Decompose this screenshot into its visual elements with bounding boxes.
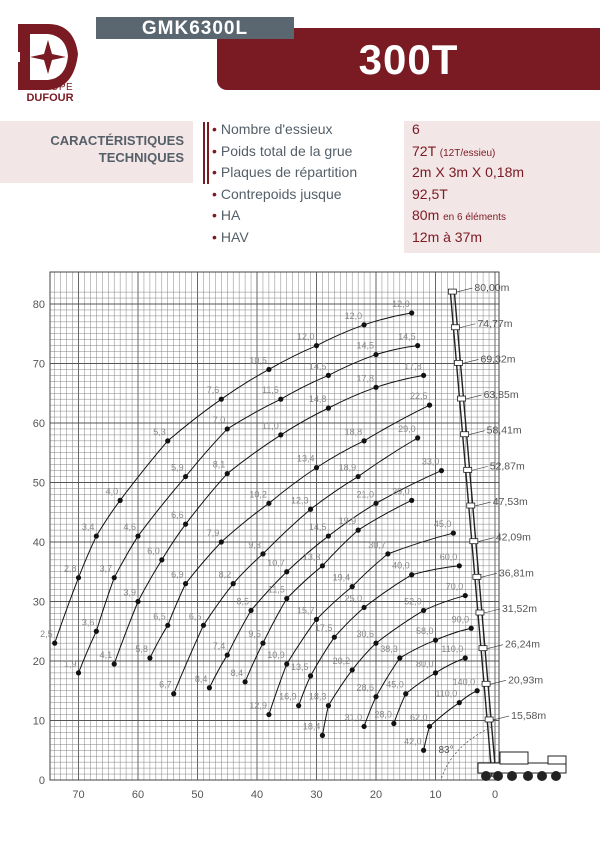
load-point bbox=[183, 522, 188, 527]
boom-label-leader bbox=[493, 716, 509, 720]
load-value-label: 22,5 bbox=[410, 391, 428, 402]
load-value-label: 6,6 bbox=[171, 510, 184, 521]
load-point bbox=[332, 635, 337, 640]
load-chart bbox=[0, 262, 600, 848]
load-value-label: 45,0 bbox=[386, 679, 404, 690]
load-value-label: 6,7 bbox=[159, 679, 172, 690]
load-point bbox=[457, 700, 462, 705]
model-name: GMK6300L bbox=[96, 17, 294, 39]
load-point bbox=[356, 474, 361, 479]
x-tick-label: 20 bbox=[369, 789, 383, 801]
load-value-label: 31,0 bbox=[344, 712, 363, 723]
load-value-label: 29,0 bbox=[398, 423, 416, 434]
load-point bbox=[362, 438, 367, 443]
load-point bbox=[135, 533, 140, 538]
load-value-label: 6,9 bbox=[171, 569, 184, 580]
load-point bbox=[326, 373, 331, 378]
boom-length-label: 80,00m bbox=[474, 282, 510, 295]
load-value-label: 3,9 bbox=[123, 587, 136, 598]
load-value-label: 14,5 bbox=[398, 331, 416, 342]
load-point bbox=[439, 468, 444, 473]
load-point bbox=[350, 667, 355, 672]
load-value-label: 42,0 bbox=[404, 736, 422, 747]
boom-section-marker bbox=[451, 325, 459, 330]
load-point bbox=[284, 661, 289, 666]
load-point bbox=[451, 530, 456, 535]
load-value-label: 11,5 bbox=[267, 584, 285, 595]
load-point bbox=[433, 638, 438, 643]
x-tick-label: 70 bbox=[72, 789, 85, 801]
spec-label: Poids total de la grue bbox=[220, 143, 353, 159]
boom-length-label: 52,87m bbox=[489, 460, 525, 473]
load-value-label: 13,5 bbox=[291, 661, 309, 672]
load-value-label: 12,9 bbox=[249, 700, 267, 711]
load-value-label: 58,0 bbox=[415, 626, 434, 637]
spec-value: 92,5T bbox=[412, 186, 448, 202]
load-value-label: 17,5 bbox=[314, 623, 333, 634]
load-value-label: 4,0 bbox=[105, 486, 119, 497]
boom-label-leader bbox=[478, 538, 494, 542]
load-value-label: 16,9 bbox=[279, 691, 297, 702]
load-point bbox=[326, 703, 331, 708]
load-value-label: 18,9 bbox=[338, 462, 357, 473]
load-value-label: 13,4 bbox=[296, 453, 315, 464]
load-point bbox=[373, 385, 378, 390]
boom-length-label: 31,52m bbox=[501, 603, 537, 616]
load-point bbox=[457, 563, 462, 568]
load-point bbox=[147, 655, 152, 660]
load-point bbox=[165, 623, 170, 628]
load-point bbox=[76, 575, 81, 580]
load-value-label: 33,0 bbox=[421, 456, 440, 467]
load-value-label: 15,7 bbox=[296, 605, 315, 616]
load-point bbox=[373, 501, 378, 506]
load-point bbox=[201, 623, 206, 628]
load-point bbox=[320, 563, 325, 568]
load-value-label: 12,0 bbox=[344, 310, 363, 321]
spec-value-plaques bbox=[412, 164, 524, 185]
load-point bbox=[284, 596, 289, 601]
load-value-label: 7,6 bbox=[206, 385, 220, 396]
load-point bbox=[219, 397, 224, 402]
specs-divider bbox=[203, 122, 205, 184]
load-point bbox=[314, 343, 319, 348]
load-point bbox=[260, 551, 265, 556]
load-point bbox=[266, 501, 271, 506]
load-value-label: 2,8 bbox=[63, 563, 77, 574]
logo-text-dufour: DUFOUR bbox=[26, 92, 74, 104]
load-value-label: 30,6 bbox=[356, 629, 374, 640]
load-value-label: 20,2 bbox=[332, 655, 351, 666]
specs-title bbox=[24, 132, 184, 166]
y-tick-label: 60 bbox=[32, 418, 45, 430]
load-value-label: 11,5 bbox=[261, 385, 279, 396]
load-point bbox=[278, 432, 283, 437]
boom-section-marker bbox=[461, 432, 469, 437]
load-value-label: 28,0 bbox=[374, 709, 392, 720]
load-value-label: 4,6 bbox=[123, 522, 136, 533]
specs-divider-2 bbox=[207, 122, 209, 184]
load-point bbox=[397, 655, 402, 660]
boom-label-leader bbox=[484, 609, 500, 613]
boom-section-marker bbox=[485, 717, 493, 722]
load-value-label: 7,9 bbox=[206, 528, 220, 538]
boom-section-marker bbox=[458, 396, 466, 401]
load-point bbox=[308, 507, 313, 512]
load-point bbox=[403, 691, 408, 696]
load-value-label: 30,7 bbox=[368, 539, 386, 550]
spec-label: HAV bbox=[220, 229, 249, 245]
load-value-label: 11,0 bbox=[261, 420, 279, 431]
load-value-label: 13,3 bbox=[302, 551, 321, 562]
load-value-label: 4,1 bbox=[99, 649, 113, 660]
load-point bbox=[296, 703, 301, 708]
load-value-label: 29,0 bbox=[392, 486, 410, 497]
boom-label-leader bbox=[463, 359, 479, 363]
load-value-label: 18,8 bbox=[344, 426, 363, 437]
load-point bbox=[475, 688, 480, 693]
load-point bbox=[409, 498, 414, 503]
load-point bbox=[326, 533, 331, 538]
load-value-label: 2,5 bbox=[40, 629, 53, 640]
spec-label: Plaques de répartition bbox=[220, 164, 358, 180]
boom-section-marker bbox=[467, 503, 475, 508]
specs-title-line1: CARACTÉRISTIQUES bbox=[50, 133, 184, 148]
load-value-label: 10,7 bbox=[267, 557, 285, 568]
load-point bbox=[421, 748, 426, 753]
load-point bbox=[94, 629, 99, 634]
boom-label-leader bbox=[459, 324, 475, 328]
load-point bbox=[362, 724, 367, 729]
spec-label: HA bbox=[220, 207, 241, 223]
load-point bbox=[463, 655, 468, 660]
load-value-label: 28,6 bbox=[356, 682, 374, 693]
load-value-label: 10,2 bbox=[249, 489, 267, 500]
spec-row-plaques: • Plaques de répartition bbox=[212, 164, 358, 180]
load-point bbox=[112, 575, 117, 580]
boom-label-leader bbox=[466, 395, 482, 399]
load-value-label: 38,3 bbox=[380, 644, 398, 655]
load-point bbox=[415, 343, 420, 348]
load-point bbox=[183, 474, 188, 479]
load-value-label: 7,4 bbox=[212, 641, 226, 652]
load-value-label: 14,5 bbox=[308, 522, 327, 533]
boom-length-label: 69,32m bbox=[480, 353, 516, 366]
boom-length-label: 74,77m bbox=[477, 317, 513, 330]
load-point bbox=[421, 608, 426, 613]
load-value-label: 5,8 bbox=[135, 644, 148, 655]
load-point bbox=[219, 539, 224, 544]
load-value-label: 62,0 bbox=[410, 712, 428, 723]
spec-value-essieux bbox=[412, 121, 420, 142]
load-point bbox=[225, 471, 230, 476]
load-value-label: 3,7 bbox=[99, 563, 113, 574]
load-point bbox=[421, 373, 426, 378]
load-value-label: 14,8 bbox=[308, 394, 327, 405]
load-value-label: 7,0 bbox=[212, 414, 226, 425]
boom-length-label: 42,09m bbox=[495, 531, 531, 544]
load-point bbox=[231, 581, 236, 586]
capacity-title: 300T bbox=[358, 36, 459, 83]
y-tick-label: 30 bbox=[32, 596, 45, 609]
boom-label-leader bbox=[490, 680, 506, 684]
load-value-label: 8,4 bbox=[230, 667, 244, 678]
load-value-label: 10,5 bbox=[249, 355, 267, 366]
boom-length-label: 63,85m bbox=[483, 389, 519, 402]
spec-value: 6 bbox=[412, 121, 420, 137]
load-value-label: 110,0 bbox=[435, 688, 458, 699]
load-point bbox=[225, 426, 230, 431]
x-tick-label: 60 bbox=[131, 789, 145, 801]
load-value-label: 17,8 bbox=[356, 373, 374, 384]
x-tick-label: 40 bbox=[250, 789, 264, 801]
load-point bbox=[118, 498, 123, 503]
load-value-label: 5,9 bbox=[171, 462, 184, 473]
load-value-label: 12,3 bbox=[291, 495, 309, 506]
x-tick-label: 0 bbox=[491, 789, 499, 801]
boom-section-marker bbox=[448, 289, 456, 294]
load-value-label: 6,0 bbox=[147, 545, 160, 556]
boom-length-label: 26,24m bbox=[505, 638, 541, 651]
load-point bbox=[433, 670, 438, 675]
x-tick-label: 50 bbox=[191, 789, 204, 801]
load-value-label: 1,9 bbox=[63, 658, 77, 669]
load-point bbox=[266, 367, 271, 372]
spec-value-ha bbox=[412, 207, 506, 228]
load-value-label: 8,1 bbox=[212, 459, 226, 470]
load-value-label: 8,4 bbox=[194, 673, 208, 684]
spec-row-essieux: • Nombre d'essieux bbox=[212, 121, 333, 137]
load-point bbox=[248, 608, 253, 613]
load-point bbox=[427, 724, 432, 729]
load-value-label: 80,0 bbox=[415, 658, 434, 669]
load-value-label: 3,4 bbox=[81, 522, 95, 533]
spec-note: (12T/essieu) bbox=[439, 148, 496, 159]
load-point bbox=[94, 533, 99, 538]
load-value-label: 40,0 bbox=[392, 560, 410, 571]
load-point bbox=[76, 670, 81, 675]
load-point bbox=[159, 557, 164, 562]
load-point bbox=[356, 528, 361, 533]
load-value-label: 6,5 bbox=[153, 611, 166, 622]
load-value-label: 8,2 bbox=[218, 569, 232, 580]
load-point bbox=[362, 605, 367, 610]
load-point bbox=[266, 712, 271, 717]
load-value-label: 90,0 bbox=[451, 614, 470, 625]
load-value-label: 70,0 bbox=[445, 581, 464, 592]
load-value-label: 60,0 bbox=[439, 551, 458, 562]
boom-section-marker bbox=[464, 467, 472, 472]
load-value-label: 9,5 bbox=[248, 629, 261, 640]
load-value-label: 19,4 bbox=[332, 572, 351, 583]
boom-angle-label: 83° bbox=[438, 745, 454, 757]
load-value-label: 18,3 bbox=[308, 691, 327, 702]
load-point bbox=[171, 691, 176, 696]
load-value-label: 3,6 bbox=[81, 617, 95, 628]
spec-value: 72T bbox=[412, 143, 436, 159]
load-value-label: 140,0 bbox=[452, 676, 476, 687]
y-tick-label: 70 bbox=[32, 358, 45, 371]
load-point bbox=[112, 661, 117, 666]
boom-length-label: 20,93m bbox=[508, 674, 544, 687]
spec-value: 80m bbox=[412, 207, 440, 223]
load-point bbox=[409, 572, 414, 577]
load-point bbox=[409, 310, 414, 315]
load-point bbox=[362, 322, 367, 327]
boom-length-label: 36,81m bbox=[498, 567, 534, 580]
load-point bbox=[350, 584, 355, 589]
spec-row-poids: • Poids total de la grue bbox=[212, 143, 353, 159]
load-point bbox=[385, 551, 390, 556]
load-point bbox=[308, 673, 313, 678]
spec-row-hav: • HAV bbox=[212, 229, 249, 245]
load-value-label: 12,0 bbox=[392, 298, 410, 309]
x-tick-label: 30 bbox=[310, 789, 323, 801]
load-value-label: 6,5 bbox=[188, 611, 202, 622]
logo-text-groupe: GROUPE bbox=[26, 82, 74, 93]
load-point bbox=[391, 721, 396, 726]
load-point bbox=[225, 652, 230, 657]
load-point bbox=[326, 406, 331, 411]
spec-label: Contrepoids jusque bbox=[220, 186, 342, 202]
load-point bbox=[207, 685, 212, 690]
plot-frame bbox=[50, 272, 499, 780]
spec-row-ha: • HA bbox=[212, 207, 241, 223]
load-value-label: 110,0 bbox=[441, 644, 464, 655]
y-tick-label: 40 bbox=[32, 537, 45, 549]
load-point bbox=[260, 641, 265, 646]
load-value-label: 8,5 bbox=[236, 596, 250, 607]
boom-label-leader bbox=[456, 288, 472, 292]
load-point bbox=[373, 694, 378, 699]
load-value-label: 19,9 bbox=[338, 516, 357, 527]
load-value-label: 21,0 bbox=[356, 489, 374, 500]
load-point bbox=[469, 626, 474, 631]
load-point bbox=[463, 593, 468, 598]
load-point bbox=[373, 352, 378, 357]
load-point bbox=[183, 581, 188, 586]
load-point bbox=[135, 599, 140, 604]
boom-label-leader bbox=[472, 466, 488, 470]
load-point bbox=[284, 569, 289, 574]
y-tick-label: 80 bbox=[32, 299, 45, 311]
load-value-label: 17,8 bbox=[404, 361, 422, 372]
load-value-label: 52,0 bbox=[404, 596, 422, 607]
x-tick-label: 10 bbox=[429, 789, 442, 801]
load-value-label: 10,9 bbox=[267, 649, 285, 660]
load-point bbox=[165, 438, 170, 443]
y-tick-label: 20 bbox=[32, 656, 45, 668]
spec-value: 2m X 3m X 0,18m bbox=[412, 164, 525, 180]
load-value-label: 12,0 bbox=[296, 331, 315, 342]
boom-section-marker bbox=[482, 681, 490, 686]
spec-value-contrepoids bbox=[412, 186, 448, 207]
boom-length-label: 15,58m bbox=[511, 709, 547, 722]
load-value-label: 45,0 bbox=[433, 519, 452, 530]
load-point bbox=[52, 641, 57, 646]
load-point bbox=[314, 617, 319, 622]
y-tick-label: 50 bbox=[32, 477, 45, 490]
boom-section-marker bbox=[455, 360, 463, 365]
load-point bbox=[278, 397, 283, 402]
y-tick-label: 10 bbox=[32, 715, 45, 728]
load-value-label: 9,3 bbox=[248, 539, 261, 550]
boom-length-label: 47,53m bbox=[492, 496, 528, 509]
spec-value-hav bbox=[412, 229, 482, 250]
specs-title-line2: TECHNIQUES bbox=[98, 150, 184, 165]
load-point bbox=[320, 733, 325, 738]
load-point bbox=[415, 435, 420, 440]
load-point bbox=[314, 465, 319, 470]
spec-note: en 6 éléments bbox=[443, 212, 506, 223]
load-value-label: 14,5 bbox=[356, 340, 374, 351]
load-point bbox=[427, 403, 432, 408]
spec-label: Nombre d'essieux bbox=[220, 121, 333, 137]
y-tick-label: 0 bbox=[38, 775, 45, 787]
load-point bbox=[243, 679, 248, 684]
boom-section-marker bbox=[470, 539, 478, 544]
boom-section-marker bbox=[479, 646, 487, 651]
spec-row-contrepoids: • Contrepoids jusque bbox=[212, 186, 342, 202]
boom-section-marker bbox=[473, 574, 481, 579]
load-value-label: 5,3 bbox=[153, 426, 166, 437]
load-value-label: 14,5 bbox=[308, 361, 327, 372]
spec-value-poids bbox=[412, 143, 495, 164]
boom-length-label: 58,41m bbox=[486, 424, 522, 437]
load-value-label: 25,0 bbox=[344, 593, 363, 604]
load-value-label: 18,4 bbox=[302, 721, 321, 732]
spec-value: 12m à 37m bbox=[412, 229, 483, 245]
load-point bbox=[373, 641, 378, 646]
boom-section-marker bbox=[476, 610, 484, 615]
